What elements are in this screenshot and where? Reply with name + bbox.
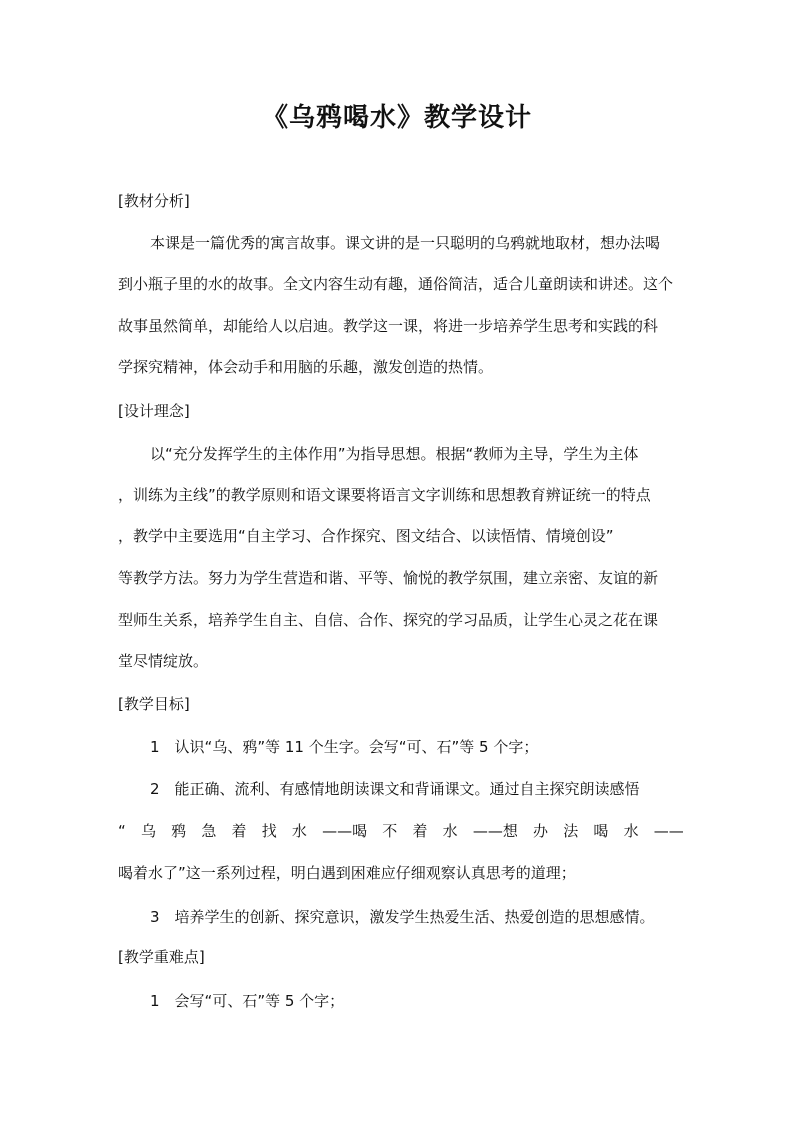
spread-char: 办	[533, 822, 549, 840]
spread-char: ——	[653, 822, 684, 840]
spread-char: 水	[291, 822, 307, 840]
goal-item-3: 3 培养学生的创新、探究意识，激发学生热爱生活、热爱创造的思想感情。	[150, 908, 655, 926]
spread-char: 法	[563, 822, 579, 840]
analysis-line: 故事虽然简单，却能给人以启迪。教学这一课，将进一步培养学生思考和实践的科	[118, 317, 659, 335]
spread-char: 找	[261, 822, 277, 840]
section-heading-analysis: [教材分析]	[118, 192, 190, 210]
concept-line: 等教学方法。努力为学生营造和谐、平等、愉悦的教学氛围，建立亲密、友谊的新	[118, 569, 659, 587]
section-heading-concept: [设计理念]	[118, 402, 190, 420]
goal-item-2-spread-line	[118, 820, 684, 842]
analysis-line: 到小瓶子里的水的故事。全文内容生动有趣，通俗简洁，适合儿童朗读和讲述。这个	[118, 275, 674, 293]
concept-line: 堂尽情绽放。	[118, 652, 209, 670]
spread-char: “	[118, 822, 126, 840]
keypoint-item-1: 1 会写“可、石”等 5 个字；	[150, 992, 345, 1010]
spread-char: 急	[201, 822, 217, 840]
concept-line: 型师生关系，培养学生自主、自信、合作、探究的学习品质，让学生心灵之花在课	[118, 611, 659, 629]
section-heading-goals: [教学目标]	[118, 695, 190, 713]
spread-char: 喝	[593, 822, 609, 840]
section-heading-keypoints: [教学重难点]	[118, 948, 205, 966]
concept-line: ，训练为主线”的教学原则和语文课要将语言文字训练和思想教育辨证统一的特点	[118, 486, 651, 504]
document-title: 《乌鸦喝水》教学设计	[261, 103, 532, 133]
goal-item-2: 2 能正确、流利、有感情地朗读课文和背诵课文。通过自主探究朗读感悟	[150, 780, 640, 798]
spread-char: 乌	[140, 822, 156, 840]
concept-line: 以“充分发挥学生的主体作用”为指导思想。根据“教师为主导，学生为主体	[150, 445, 639, 463]
concept-line: ，教学中主要选用“自主学习、合作探究、图文结合、以读悟情、情境创设”	[118, 527, 614, 545]
analysis-line: 本课是一篇优秀的寓言故事。课文讲的是一只聪明的乌鸦就地取材，想办法喝	[150, 234, 661, 252]
spread-char: 着	[231, 822, 247, 840]
spread-char: 不	[382, 822, 398, 840]
spread-char: 水	[442, 822, 458, 840]
spread-char: 水	[623, 822, 639, 840]
goal-item-2-line-3: 喝着水了”这一系列过程，明白遇到困难应仔细观察认真思考的道理；	[118, 864, 576, 882]
goal-item-1: 1 认识“乌、鸦”等 11 个生字。会写“可、石”等 5 个字；	[150, 738, 539, 756]
spread-char: 着	[412, 822, 428, 840]
spread-char: ——喝	[322, 822, 368, 840]
analysis-line: 学探究精神，体会动手和用脑的乐趣，激发创造的热情。	[118, 358, 494, 376]
spread-char: ——想	[472, 822, 518, 840]
spread-char: 鸦	[171, 822, 187, 840]
